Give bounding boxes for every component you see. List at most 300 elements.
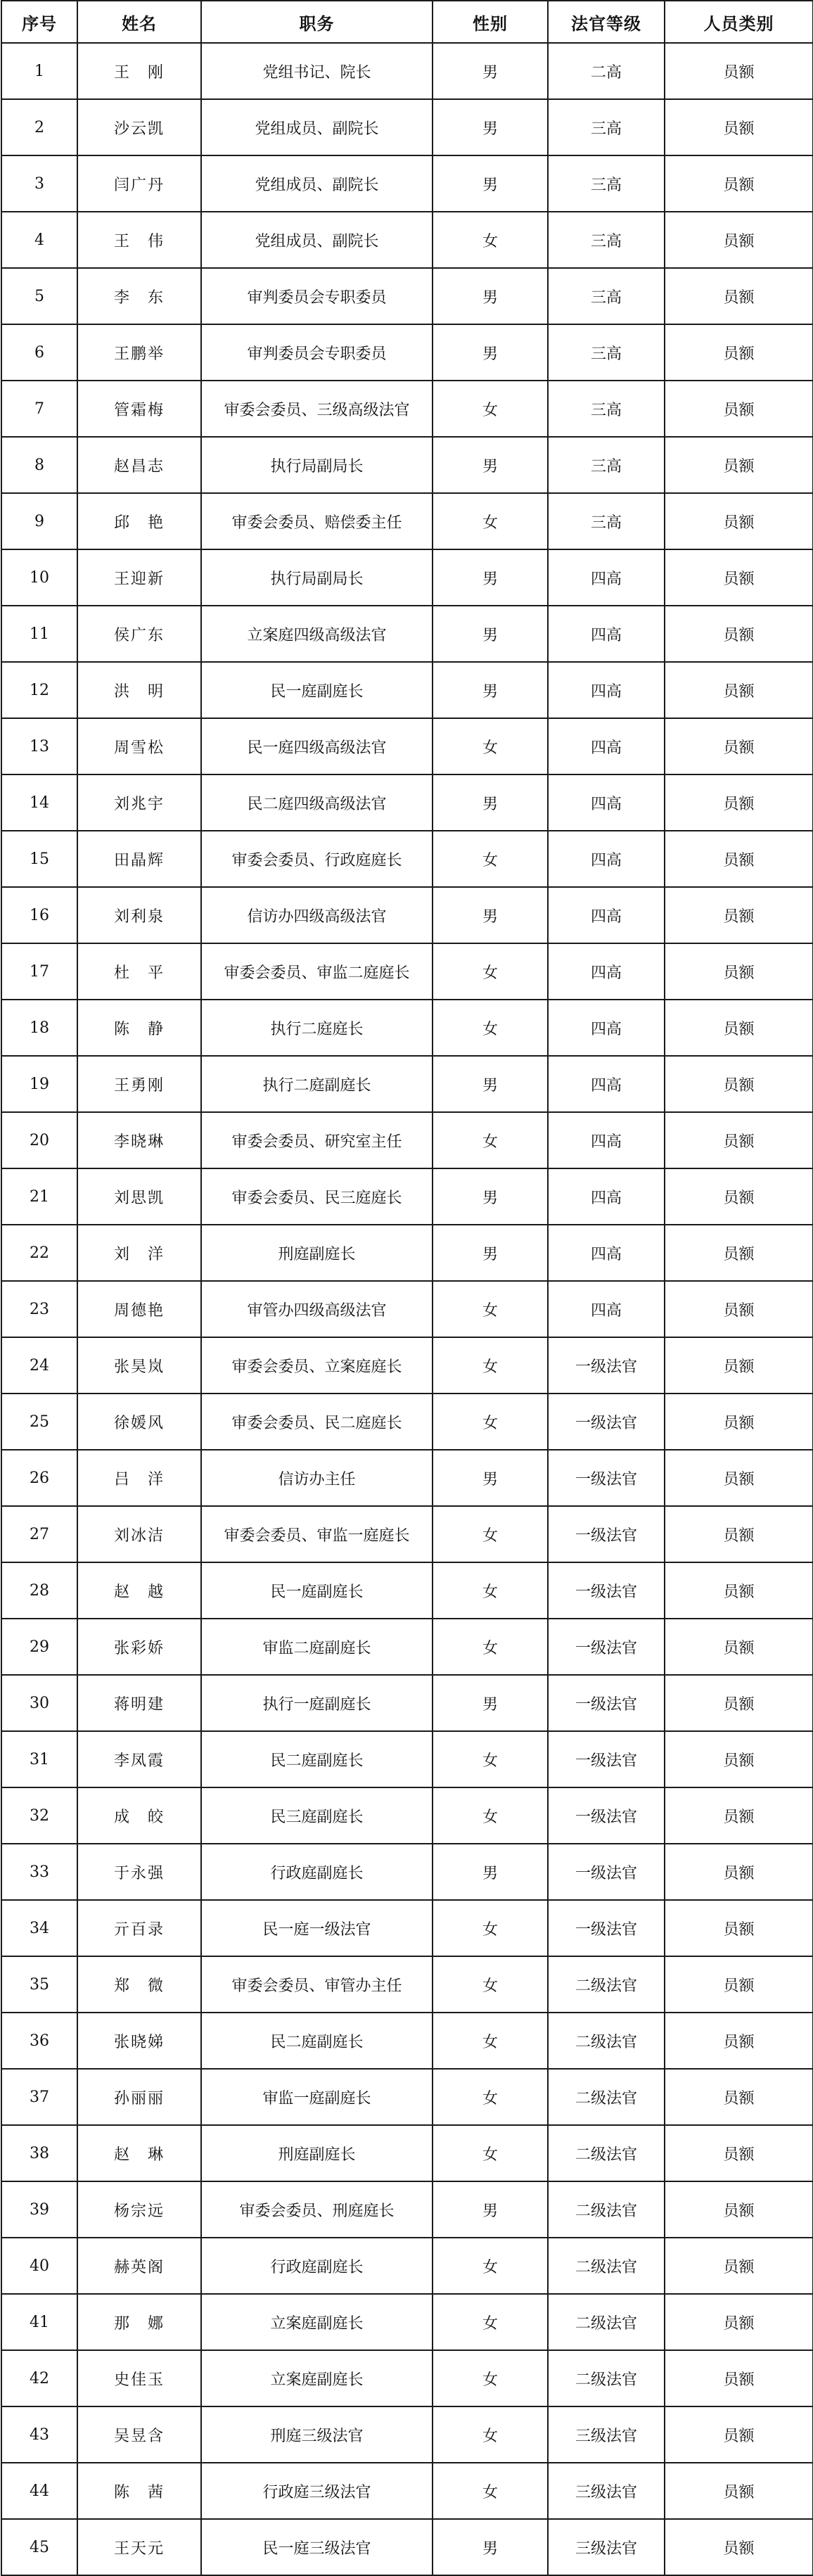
cell-judge-grade: 一级法官: [548, 1900, 665, 1956]
cell-name: 张晓娣: [77, 2013, 201, 2069]
cell-gender: 女: [433, 2463, 548, 2519]
cell-gender: 女: [433, 1956, 548, 2013]
cell-index: 38: [1, 2125, 77, 2181]
cell-position: 审委会委员、审监二庭庭长: [201, 943, 433, 1000]
cell-index: 10: [1, 549, 77, 606]
table-header: [1, 1, 813, 43]
cell-name: 赵 琳: [77, 2125, 201, 2181]
header-row: [1, 1, 813, 43]
cell-index: 11: [1, 606, 77, 662]
cell-gender: 男: [433, 774, 548, 831]
cell-gender: 女: [433, 1562, 548, 1619]
cell-position: 审委会委员、审监一庭庭长: [201, 1506, 433, 1562]
cell-index: 26: [1, 1450, 77, 1506]
cell-staff-category: 员额: [665, 606, 813, 662]
cell-position: 审委会委员、立案庭庭长: [201, 1337, 433, 1394]
table-row: [1, 1112, 813, 1168]
cell-gender: 男: [433, 437, 548, 493]
cell-judge-grade: 四高: [548, 1168, 665, 1225]
cell-gender: 女: [433, 1506, 548, 1562]
cell-judge-grade: 一级法官: [548, 1394, 665, 1450]
cell-gender: 女: [433, 718, 548, 774]
cell-gender: 女: [433, 1000, 548, 1056]
cell-name: 吕 洋: [77, 1450, 201, 1506]
cell-judge-grade: 三高: [548, 493, 665, 549]
cell-gender: 女: [433, 1900, 548, 1956]
cell-name: 刘冰洁: [77, 1506, 201, 1562]
cell-index: 28: [1, 1562, 77, 1619]
cell-staff-category: 员额: [665, 1337, 813, 1394]
cell-gender: 男: [433, 99, 548, 155]
cell-judge-grade: 三高: [548, 155, 665, 212]
cell-staff-category: 员额: [665, 2181, 813, 2238]
cell-gender: 男: [433, 549, 548, 606]
table-row: [1, 2519, 813, 2575]
cell-staff-category: 员额: [665, 1619, 813, 1675]
cell-name: 周德艳: [77, 1281, 201, 1337]
cell-gender: 女: [433, 2013, 548, 2069]
cell-gender: 男: [433, 1225, 548, 1281]
cell-name: 成 皎: [77, 1787, 201, 1844]
cell-index: 33: [1, 1844, 77, 1900]
cell-position: 刑庭三级法官: [201, 2406, 433, 2463]
cell-gender: 女: [433, 1619, 548, 1675]
cell-gender: 男: [433, 1844, 548, 1900]
cell-name: 洪 明: [77, 662, 201, 718]
cell-gender: 男: [433, 1168, 548, 1225]
cell-staff-category: 员额: [665, 381, 813, 437]
cell-index: 25: [1, 1394, 77, 1450]
table-row: [1, 2294, 813, 2350]
cell-judge-grade: 四高: [548, 1281, 665, 1337]
cell-staff-category: 员额: [665, 2519, 813, 2575]
table-row: [1, 1225, 813, 1281]
table-row: [1, 1394, 813, 1450]
cell-index: 30: [1, 1675, 77, 1731]
cell-judge-grade: 四高: [548, 943, 665, 1000]
cell-judge-grade: 一级法官: [548, 1619, 665, 1675]
cell-position: 党组成员、副院长: [201, 155, 433, 212]
cell-staff-category: 员额: [665, 2069, 813, 2125]
cell-staff-category: 员额: [665, 1168, 813, 1225]
header-name: 姓名: [77, 1, 201, 43]
cell-gender: 女: [433, 2125, 548, 2181]
cell-position: 审委会委员、刑庭庭长: [201, 2181, 433, 2238]
cell-staff-category: 员额: [665, 1506, 813, 1562]
cell-judge-grade: 一级法官: [548, 1450, 665, 1506]
table-row: [1, 831, 813, 887]
table-row: [1, 1281, 813, 1337]
cell-position: 行政庭副庭长: [201, 1844, 433, 1900]
cell-judge-grade: 一级法官: [548, 1675, 665, 1731]
header-position: 职务: [201, 1, 433, 43]
cell-name: 刘思凯: [77, 1168, 201, 1225]
table-row: [1, 662, 813, 718]
cell-staff-category: 员额: [665, 1562, 813, 1619]
cell-name: 杜 平: [77, 943, 201, 1000]
cell-position: 刑庭副庭长: [201, 2125, 433, 2181]
cell-staff-category: 员额: [665, 1394, 813, 1450]
table-row: [1, 718, 813, 774]
cell-staff-category: 员额: [665, 43, 813, 99]
cell-name: 刘利泉: [77, 887, 201, 943]
cell-position: 审委会委员、审管办主任: [201, 1956, 433, 2013]
cell-index: 37: [1, 2069, 77, 2125]
cell-judge-grade: 四高: [548, 1112, 665, 1168]
table-row: [1, 43, 813, 99]
table-row: [1, 606, 813, 662]
cell-staff-category: 员额: [665, 212, 813, 268]
cell-index: 39: [1, 2181, 77, 2238]
cell-index: 43: [1, 2406, 77, 2463]
cell-position: 民一庭四级高级法官: [201, 718, 433, 774]
cell-gender: 女: [433, 943, 548, 1000]
table-row: [1, 774, 813, 831]
cell-gender: 女: [433, 2294, 548, 2350]
table-row: [1, 324, 813, 381]
cell-position: 民二庭副庭长: [201, 1731, 433, 1787]
cell-staff-category: 员额: [665, 1056, 813, 1112]
cell-judge-grade: 三高: [548, 99, 665, 155]
header-staff-category: 人员类别: [665, 1, 813, 43]
cell-index: 31: [1, 1731, 77, 1787]
table-row: [1, 155, 813, 212]
table-row: [1, 212, 813, 268]
cell-position: 民三庭副庭长: [201, 1787, 433, 1844]
personnel-table: [1, 0, 813, 2576]
cell-index: 21: [1, 1168, 77, 1225]
table-row: [1, 268, 813, 324]
cell-staff-category: 员额: [665, 2013, 813, 2069]
cell-index: 40: [1, 2238, 77, 2294]
cell-position: 审管办四级高级法官: [201, 1281, 433, 1337]
cell-position: 审监二庭副庭长: [201, 1619, 433, 1675]
cell-name: 史佳玉: [77, 2350, 201, 2406]
cell-position: 党组书记、院长: [201, 43, 433, 99]
cell-judge-grade: 三级法官: [548, 2463, 665, 2519]
cell-index: 17: [1, 943, 77, 1000]
cell-index: 5: [1, 268, 77, 324]
cell-gender: 男: [433, 606, 548, 662]
cell-judge-grade: 三高: [548, 437, 665, 493]
cell-position: 民二庭副庭长: [201, 2013, 433, 2069]
table-row: [1, 549, 813, 606]
cell-gender: 男: [433, 1675, 548, 1731]
cell-gender: 女: [433, 2069, 548, 2125]
cell-position: 审判委员会专职委员: [201, 268, 433, 324]
cell-position: 审委会委员、研究室主任: [201, 1112, 433, 1168]
cell-judge-grade: 三高: [548, 212, 665, 268]
cell-judge-grade: 二级法官: [548, 1956, 665, 2013]
cell-position: 党组成员、副院长: [201, 212, 433, 268]
table-row: [1, 1562, 813, 1619]
cell-judge-grade: 三级法官: [548, 2519, 665, 2575]
cell-index: 2: [1, 99, 77, 155]
cell-staff-category: 员额: [665, 943, 813, 1000]
table-row: [1, 1506, 813, 1562]
table-row: [1, 493, 813, 549]
cell-name: 张彩娇: [77, 1619, 201, 1675]
cell-name: 于永强: [77, 1844, 201, 1900]
cell-position: 审委会委员、民三庭庭长: [201, 1168, 433, 1225]
cell-index: 45: [1, 2519, 77, 2575]
cell-gender: 男: [433, 887, 548, 943]
cell-gender: 女: [433, 831, 548, 887]
cell-index: 34: [1, 1900, 77, 1956]
cell-staff-category: 员额: [665, 268, 813, 324]
cell-judge-grade: 二级法官: [548, 2294, 665, 2350]
cell-index: 3: [1, 155, 77, 212]
table-row: [1, 1675, 813, 1731]
cell-judge-grade: 三高: [548, 381, 665, 437]
cell-staff-category: 员额: [665, 2125, 813, 2181]
cell-staff-category: 员额: [665, 1787, 813, 1844]
cell-index: 20: [1, 1112, 77, 1168]
cell-gender: 女: [433, 1281, 548, 1337]
table-row: [1, 437, 813, 493]
cell-gender: 女: [433, 1337, 548, 1394]
cell-index: 9: [1, 493, 77, 549]
cell-staff-category: 员额: [665, 1112, 813, 1168]
cell-staff-category: 员额: [665, 549, 813, 606]
cell-position: 审委会委员、赔偿委主任: [201, 493, 433, 549]
cell-judge-grade: 四高: [548, 718, 665, 774]
header-index: 序号: [1, 1, 77, 43]
cell-name: 郑 微: [77, 1956, 201, 2013]
cell-position: 民一庭副庭长: [201, 1562, 433, 1619]
table-row: [1, 2125, 813, 2181]
cell-name: 徐媛风: [77, 1394, 201, 1450]
cell-judge-grade: 一级法官: [548, 1562, 665, 1619]
cell-judge-grade: 四高: [548, 1000, 665, 1056]
cell-judge-grade: 二级法官: [548, 2238, 665, 2294]
cell-position: 民一庭三级法官: [201, 2519, 433, 2575]
cell-index: 19: [1, 1056, 77, 1112]
cell-name: 周雪松: [77, 718, 201, 774]
table-row: [1, 99, 813, 155]
cell-staff-category: 员额: [665, 662, 813, 718]
cell-name: 王 刚: [77, 43, 201, 99]
table-row: [1, 2463, 813, 2519]
cell-staff-category: 员额: [665, 1956, 813, 2013]
cell-index: 7: [1, 381, 77, 437]
cell-staff-category: 员额: [665, 99, 813, 155]
cell-gender: 男: [433, 268, 548, 324]
table-row: [1, 2350, 813, 2406]
table-row: [1, 381, 813, 437]
cell-position: 民一庭一级法官: [201, 1900, 433, 1956]
cell-judge-grade: 一级法官: [548, 1337, 665, 1394]
cell-staff-category: 员额: [665, 774, 813, 831]
table-row: [1, 943, 813, 1000]
cell-staff-category: 员额: [665, 155, 813, 212]
cell-judge-grade: 二高: [548, 43, 665, 99]
table-row: [1, 2238, 813, 2294]
cell-index: 14: [1, 774, 77, 831]
cell-staff-category: 员额: [665, 718, 813, 774]
cell-gender: 女: [433, 2406, 548, 2463]
cell-index: 29: [1, 1619, 77, 1675]
cell-position: 民一庭副庭长: [201, 662, 433, 718]
cell-name: 刘 洋: [77, 1225, 201, 1281]
cell-index: 24: [1, 1337, 77, 1394]
cell-judge-grade: 二级法官: [548, 2125, 665, 2181]
cell-name: 闫广丹: [77, 155, 201, 212]
cell-index: 18: [1, 1000, 77, 1056]
table-row: [1, 1787, 813, 1844]
cell-name: 李晓琳: [77, 1112, 201, 1168]
cell-name: 蒋明建: [77, 1675, 201, 1731]
cell-index: 27: [1, 1506, 77, 1562]
cell-gender: 女: [433, 2350, 548, 2406]
cell-staff-category: 员额: [665, 1844, 813, 1900]
cell-gender: 女: [433, 1731, 548, 1787]
cell-staff-category: 员额: [665, 1900, 813, 1956]
cell-index: 16: [1, 887, 77, 943]
cell-position: 审委会委员、民二庭庭长: [201, 1394, 433, 1450]
cell-gender: 女: [433, 1112, 548, 1168]
cell-judge-grade: 三高: [548, 324, 665, 381]
cell-position: 刑庭副庭长: [201, 1225, 433, 1281]
cell-gender: 男: [433, 324, 548, 381]
cell-judge-grade: 一级法官: [548, 1844, 665, 1900]
table-row: [1, 1731, 813, 1787]
cell-judge-grade: 一级法官: [548, 1731, 665, 1787]
cell-gender: 男: [433, 2181, 548, 2238]
cell-staff-category: 员额: [665, 2238, 813, 2294]
cell-position: 立案庭副庭长: [201, 2350, 433, 2406]
cell-gender: 男: [433, 1056, 548, 1112]
cell-judge-grade: 二级法官: [548, 2013, 665, 2069]
cell-judge-grade: 四高: [548, 606, 665, 662]
cell-name: 王天元: [77, 2519, 201, 2575]
cell-judge-grade: 三级法官: [548, 2406, 665, 2463]
cell-name: 张昊岚: [77, 1337, 201, 1394]
table-row: [1, 2406, 813, 2463]
cell-name: 刘兆宇: [77, 774, 201, 831]
table-row: [1, 1168, 813, 1225]
cell-gender: 女: [433, 381, 548, 437]
cell-staff-category: 员额: [665, 2350, 813, 2406]
cell-position: 行政庭副庭长: [201, 2238, 433, 2294]
table-row: [1, 1844, 813, 1900]
cell-index: 8: [1, 437, 77, 493]
cell-name: 吴昱含: [77, 2406, 201, 2463]
cell-judge-grade: 四高: [548, 662, 665, 718]
cell-position: 信访办主任: [201, 1450, 433, 1506]
table-row: [1, 887, 813, 943]
cell-position: 审判委员会专职委员: [201, 324, 433, 381]
cell-judge-grade: 二级法官: [548, 2181, 665, 2238]
cell-name: 亓百录: [77, 1900, 201, 1956]
cell-name: 赫英阁: [77, 2238, 201, 2294]
table-row: [1, 1956, 813, 2013]
cell-index: 13: [1, 718, 77, 774]
cell-staff-category: 员额: [665, 1675, 813, 1731]
cell-position: 民二庭四级高级法官: [201, 774, 433, 831]
cell-position: 审监一庭副庭长: [201, 2069, 433, 2125]
cell-gender: 女: [433, 212, 548, 268]
cell-judge-grade: 一级法官: [548, 1787, 665, 1844]
cell-name: 管霜梅: [77, 381, 201, 437]
cell-gender: 女: [433, 1394, 548, 1450]
cell-gender: 男: [433, 1450, 548, 1506]
cell-name: 赵 越: [77, 1562, 201, 1619]
cell-index: 36: [1, 2013, 77, 2069]
cell-name: 赵昌志: [77, 437, 201, 493]
cell-index: 1: [1, 43, 77, 99]
cell-name: 沙云凯: [77, 99, 201, 155]
cell-gender: 男: [433, 155, 548, 212]
table-row: [1, 1450, 813, 1506]
table-row: [1, 2181, 813, 2238]
cell-gender: 男: [433, 662, 548, 718]
cell-judge-grade: 四高: [548, 774, 665, 831]
cell-gender: 男: [433, 43, 548, 99]
cell-index: 41: [1, 2294, 77, 2350]
cell-name: 那 娜: [77, 2294, 201, 2350]
cell-name: 李凤霞: [77, 1731, 201, 1787]
cell-index: 6: [1, 324, 77, 381]
cell-name: 王 伟: [77, 212, 201, 268]
cell-position: 行政庭三级法官: [201, 2463, 433, 2519]
table-row: [1, 1619, 813, 1675]
cell-judge-grade: 四高: [548, 1056, 665, 1112]
cell-judge-grade: 四高: [548, 1225, 665, 1281]
table-body: [1, 43, 813, 2575]
cell-staff-category: 员额: [665, 437, 813, 493]
cell-gender: 女: [433, 1787, 548, 1844]
cell-position: 立案庭四级高级法官: [201, 606, 433, 662]
cell-judge-grade: 二级法官: [548, 2069, 665, 2125]
cell-staff-category: 员额: [665, 1225, 813, 1281]
cell-position: 立案庭副庭长: [201, 2294, 433, 2350]
cell-judge-grade: 四高: [548, 549, 665, 606]
cell-staff-category: 员额: [665, 1281, 813, 1337]
table-row: [1, 1000, 813, 1056]
cell-staff-category: 员额: [665, 1731, 813, 1787]
cell-name: 李 东: [77, 268, 201, 324]
cell-gender: 女: [433, 493, 548, 549]
cell-index: 35: [1, 1956, 77, 2013]
cell-index: 42: [1, 2350, 77, 2406]
cell-staff-category: 员额: [665, 2463, 813, 2519]
cell-staff-category: 员额: [665, 1000, 813, 1056]
cell-judge-grade: 二级法官: [548, 2350, 665, 2406]
cell-index: 15: [1, 831, 77, 887]
cell-index: 12: [1, 662, 77, 718]
cell-gender: 女: [433, 2238, 548, 2294]
cell-staff-category: 员额: [665, 887, 813, 943]
cell-name: 孙丽丽: [77, 2069, 201, 2125]
cell-staff-category: 员额: [665, 2294, 813, 2350]
cell-index: 22: [1, 1225, 77, 1281]
cell-staff-category: 员额: [665, 1450, 813, 1506]
header-gender: 性别: [433, 1, 548, 43]
cell-staff-category: 员额: [665, 2406, 813, 2463]
cell-position: 审委会委员、三级高级法官: [201, 381, 433, 437]
cell-name: 王迎新: [77, 549, 201, 606]
cell-index: 32: [1, 1787, 77, 1844]
cell-staff-category: 员额: [665, 324, 813, 381]
cell-position: 执行局副局长: [201, 437, 433, 493]
cell-name: 王鹏举: [77, 324, 201, 381]
cell-name: 陈 茜: [77, 2463, 201, 2519]
cell-judge-grade: 四高: [548, 887, 665, 943]
table-row: [1, 2069, 813, 2125]
table-row: [1, 2013, 813, 2069]
cell-position: 信访办四级高级法官: [201, 887, 433, 943]
